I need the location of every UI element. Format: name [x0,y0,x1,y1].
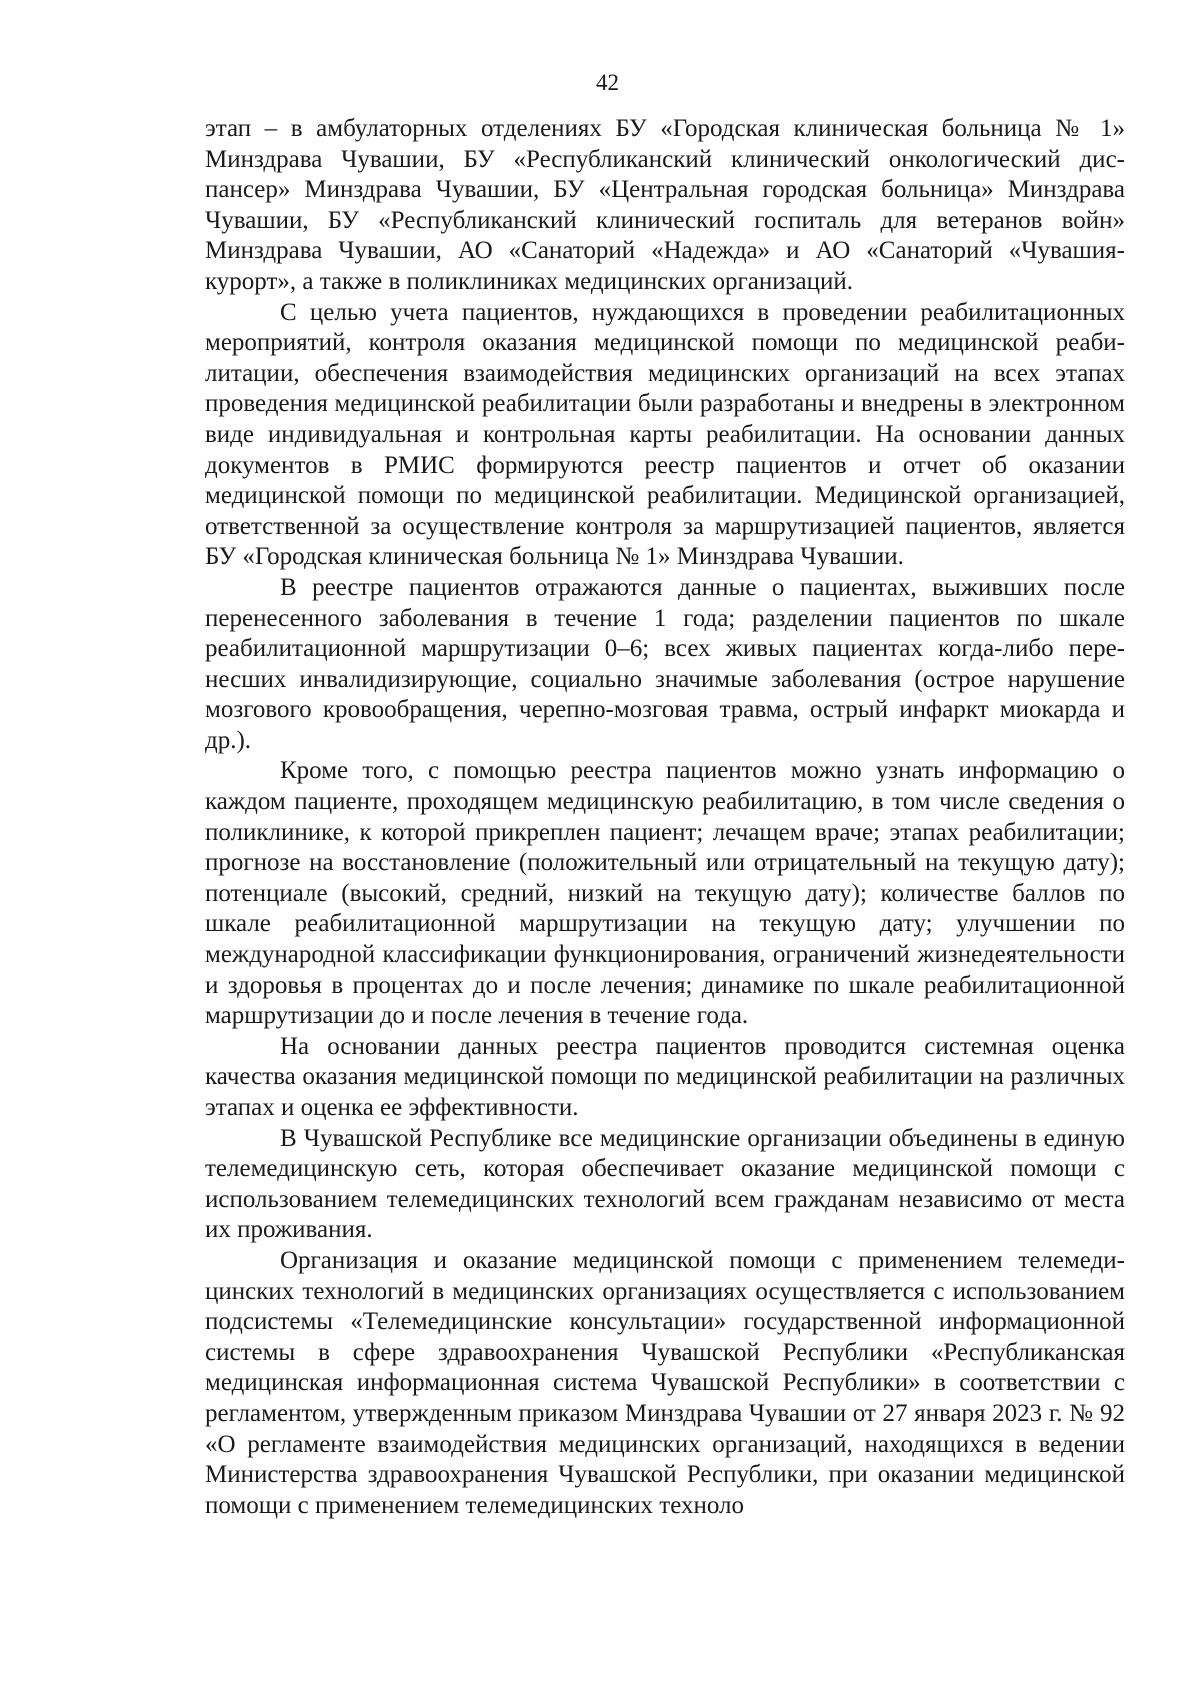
paragraph-telemedicine-network: В Чувашской Республике все медицинские организации объединены в единую телемедицинскую сеть, которая обеспечивает оказание медицинской помощи с использованием телемедицинских технологий всем гражданам независимо от места их проживания. [205,1124,1125,1244]
paragraph-patient-info: Кроме того, с помощью реестра пациентов можно узнать информацию о каждом пациенте, проходящем медицинскую реабилитацию, в том числе сведения о поликлинике, к которой прикреплен пациент; лечащем враче; этапах реабилитации; прогнозе на восстановление (положительный или отрицательный на текущую дату); потенциале (высокий, средний, низкий на текущую дату); количестве баллов по шкале реабилитационной маршрутизации на текущую дату; улучшении по международной классификации функционирования, ограничений жизнедеятельности и здоровья в процентах до и после лечения; динамике по шкале реабилитационной маршрутизации до и после лечения в течение года. [205,757,1125,1030]
paragraph-rehab-registry-purpose: С целью учета пациентов, нуждающихся в проведении реабилитационных мероприятий, контроля оказания медицинской помощи по медицинской реабилитации, обеспечения взаимодействия медицинских организаций на всех этапах проведения медицинской реабилитации были разработаны и внедрены в электронном виде индивидуальная и контрольная карты реабилитации. На основании данных документов в РМИС формируются реестр пациентов и отчет об оказании медицинской помощи по медицинской реабилитации. Медицинской организацией, ответственной за осуществление контроля за маршрутизацией пациентов, является БУ «Городская клиническая больница № 1» Минздрава Чувашии. [205,298,1125,571]
paragraph-quality-assessment: На основании данных реестра пациентов проводится системная оценка качества оказания медицинской помощи по медицинской реабилитации на различных этапах и оценка ее эффективности. [205,1032,1125,1121]
page-number: 42 [596,70,619,95]
document-body [205,114,1125,1521]
paragraph-telemedicine-organization: Организация и оказание медицинской помощи с применением телемедицинских технологий в медицинских организациях осуществляется с использованием подсистемы «Телемедицинские консультации» государственной информационной системы в сфере здравоохранения Чувашской Республики «Республиканская медицинская информационная система Чувашской Республики» в соответствии с регламентом, утвержденным приказом Минздрава Чувашии от 27 января 2023 г. № 92 «О регламенте взаимодействия медицинских организаций, находящихся в ведении Министерства здравоохранения Чувашской Республики, при оказании медицинской помощи с применением телемедицинских техноло [205,1246,1125,1519]
paragraph-registry-contents: В реестре пациентов отражаются данные о пациентах, выживших после перенесенного заболевания в течение 1 года; разделении пациентов по шкале реабилитационной маршрутизации 0–6; всех живых пациентах когда-либо перенесших инвалидизирующие, социально значимые заболевания (острое нарушение мозгового кровообращения, черепно-мозговая травма, острый инфаркт миокарда и др.). [205,573,1125,754]
paragraph-continuation: этап – в амбулаторных отделениях БУ «Городская клиническая больница № 1» Минздрава Чувашии, БУ «Республиканский клинический онкологический диспансер» Минздрава Чувашии, БУ «Центральная городская больница» Минздрава Чувашии, БУ «Республиканский клинический госпиталь для ветеранов войн» Минздрава Чувашии, АО «Санаторий «Надежда» и АО «Санаторий «Чувашиякурорт», а также в поликлиниках медицинских организаций. [205,115,1125,295]
